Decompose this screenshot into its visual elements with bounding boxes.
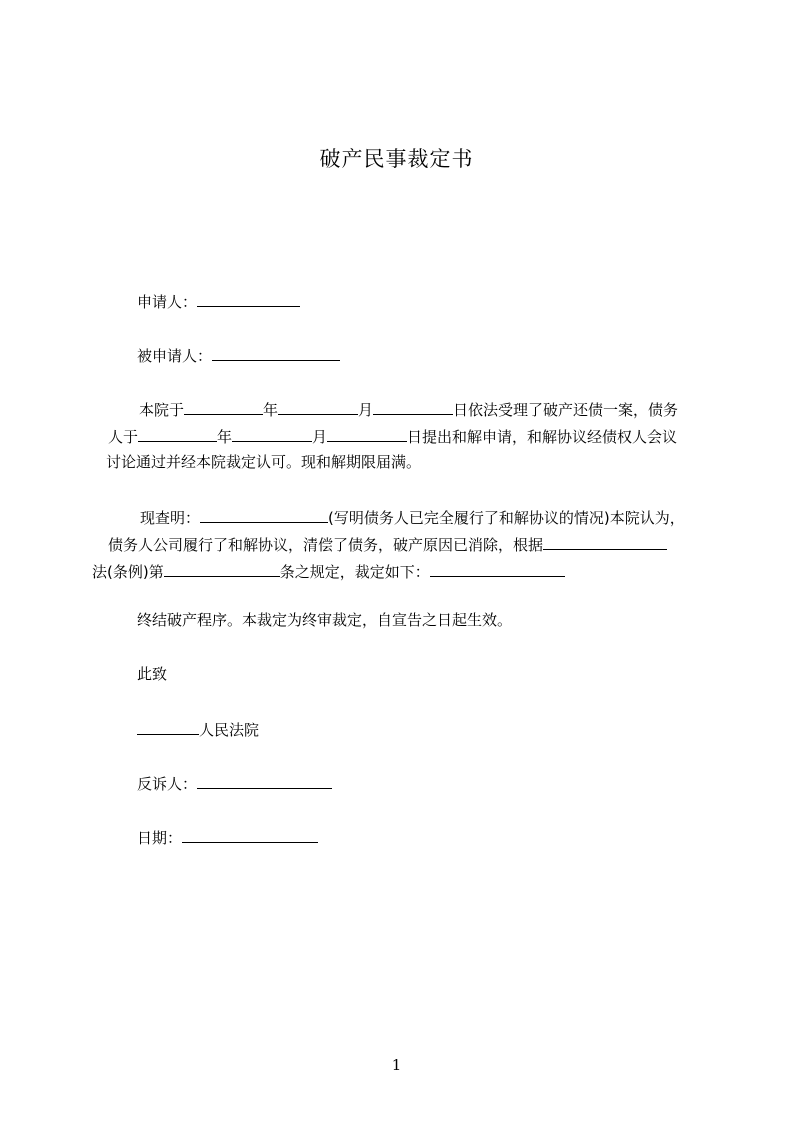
date-blank [182,826,318,843]
text-segment: 本院于 [139,401,185,419]
counterclaimant-line [137,772,332,794]
text-segment: 年 [217,428,233,446]
para1-line3: 讨论通过并经本院裁定认可。现和解期限届满。 [106,453,422,471]
text-segment: 条之规定，裁定如下： [279,563,430,581]
text-segment: (写明债务人已完全履行了和解协议的情况)本院认为， [328,509,685,527]
court-suffix: 人民法院 [199,721,260,739]
text-segment: 现查明： [140,509,201,527]
ruling-blank [430,560,565,577]
applicant-line [137,290,300,312]
respondent-line [137,344,340,366]
document-title: 破产民事裁定书 [319,147,474,171]
applicant-label: 申请人： [137,293,198,311]
para2-line2 [108,533,667,555]
counterclaimant-label: 反诉人： [137,775,198,793]
page-number: 1 [391,1056,402,1074]
text-segment: 法(条例)第 [92,563,164,581]
facts-blank [200,506,328,523]
article-blank [164,560,280,577]
counterclaimant-blank [197,772,332,789]
respondent-label: 被申请人： [137,347,213,365]
para1-line1 [139,398,678,420]
applicant-blank [197,290,300,307]
text-segment: 日依法受理了破产还债一案，债务 [453,401,679,419]
para2-line1 [140,506,685,528]
para2-line3 [92,560,565,582]
date-label: 日期： [137,829,183,847]
month-blank [232,425,312,442]
year-blank [184,398,263,415]
date-line [137,826,318,848]
year-blank [138,425,217,442]
text-segment: 月 [358,401,374,419]
text-segment: 债务人公司履行了和解协议，清偿了债务，破产原因已消除，根据 [108,536,544,554]
court-name-blank [137,718,199,735]
text-segment: 月 [312,428,328,446]
month-blank [278,398,358,415]
respondent-blank [212,344,340,361]
text-segment: 人于 [108,428,139,446]
law-name-blank [543,533,667,550]
text-segment: 日提出和解申请，和解协议经债权人会议 [407,428,678,446]
para1-line2 [108,425,677,447]
text-segment: 年 [263,401,279,419]
ruling-text: 终结破产程序。本裁定为终审裁定，自宣告之日起生效。 [137,611,513,629]
day-blank [327,425,407,442]
salutation: 此致 [137,665,168,683]
court-line [137,718,259,740]
day-blank [373,398,453,415]
